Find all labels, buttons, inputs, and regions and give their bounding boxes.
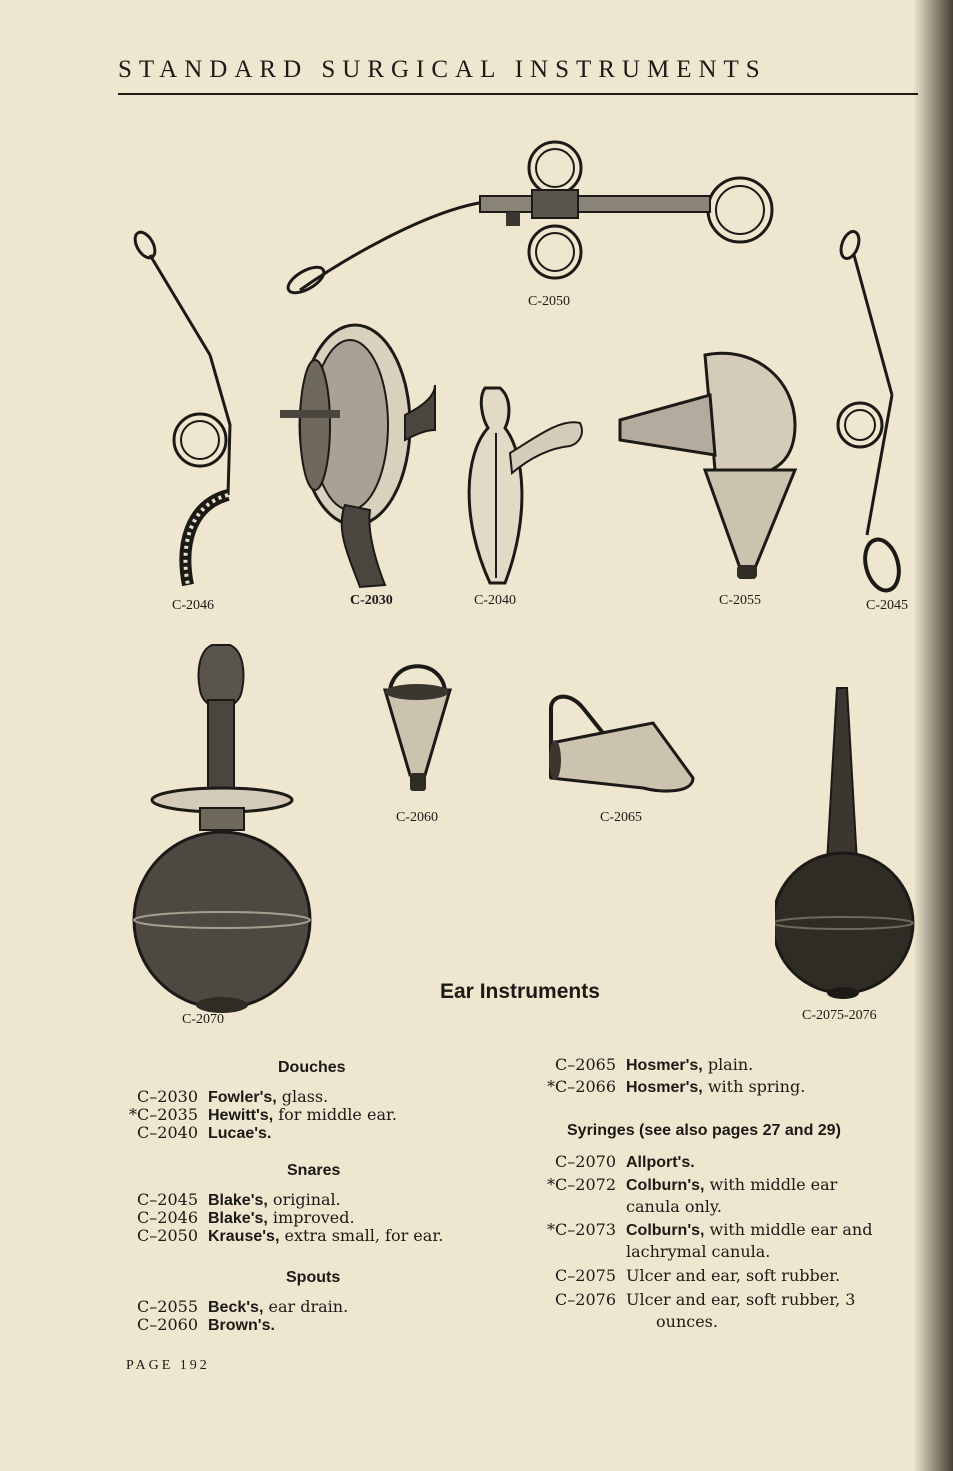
spout-c2055-illustration [615, 340, 805, 585]
syringes-heading: Syringes (see also pages 27 and 29) [567, 1122, 841, 1139]
caption-c2045: C-2045 [866, 598, 908, 613]
catalog-row: *C–2035 Hewitt's, for middle ear. [129, 1105, 397, 1124]
catalog-row: *C–2066 Hosmer's, with spring. [547, 1077, 806, 1096]
caption-c2065: C-2065 [600, 810, 642, 825]
caption-c2060: C-2060 [396, 810, 438, 825]
spouts-heading: Spouts [286, 1269, 341, 1286]
catalog-row: C–2075 Ulcer and ear, soft rubber. [555, 1266, 841, 1285]
douche-c2030-illustration [275, 315, 440, 590]
catalog-row: C–2050 Krause's, extra small, for ear. [137, 1226, 444, 1245]
caption-c2046: C-2046 [172, 598, 214, 613]
snares-heading: Snares [287, 1162, 341, 1179]
catalog-row: *C–2072 Colburn's, with middle ear [547, 1175, 838, 1194]
page-number: PAGE 192 [126, 1358, 210, 1373]
header-rule [118, 93, 918, 95]
catalog-row: C–2046 Blake's, improved. [137, 1208, 355, 1227]
catalog-row: C–2065 Hosmer's, plain. [555, 1055, 754, 1074]
catalog-row: C–2030 Fowler's, glass. [137, 1087, 329, 1106]
caption-c2075-2076: C-2075-2076 [802, 1008, 877, 1023]
catalog-row-continuation: canula only. [626, 1197, 722, 1216]
douches-heading: Douches [278, 1059, 346, 1076]
caption-c2050: C-2050 [528, 294, 570, 309]
snare-c2046-illustration [130, 225, 250, 600]
catalog-row: C–2045 Blake's, original. [137, 1190, 341, 1209]
caption-c2040: C-2040 [474, 593, 516, 608]
catalog-row-continuation: ounces. [656, 1312, 718, 1331]
catalog-row: C–2055 Beck's, ear drain. [137, 1297, 349, 1316]
catalog-row: *C–2073 Colburn's, with middle ear and [547, 1220, 873, 1239]
section-title: Ear Instruments [440, 980, 600, 1003]
caption-c2055: C-2055 [719, 593, 761, 608]
snare-c2045-illustration [832, 225, 917, 595]
caption-c2030: C-2030 [350, 593, 393, 608]
catalog-row: C–2076 Ulcer and ear, soft rubber, 3 [555, 1290, 856, 1309]
douche-c2040-illustration [450, 378, 590, 590]
catalog-row-continuation: lachrymal canula. [626, 1242, 771, 1261]
catalog-row: C–2060 Brown's. [137, 1315, 275, 1334]
catalog-row: C–2040 Lucae's. [137, 1123, 272, 1142]
caption-c2070: C-2070 [182, 1012, 224, 1027]
syringe-c2070-illustration [130, 640, 315, 1015]
spout-c2060-illustration [380, 640, 455, 800]
catalog-row: C–2070 Allport's. [555, 1152, 695, 1171]
page-header: STANDARD SURGICAL INSTRUMENTS [118, 56, 767, 83]
spout-c2065-illustration [543, 688, 703, 803]
snare-c2050-illustration [270, 130, 790, 300]
syringe-c2075-illustration [775, 683, 920, 1003]
